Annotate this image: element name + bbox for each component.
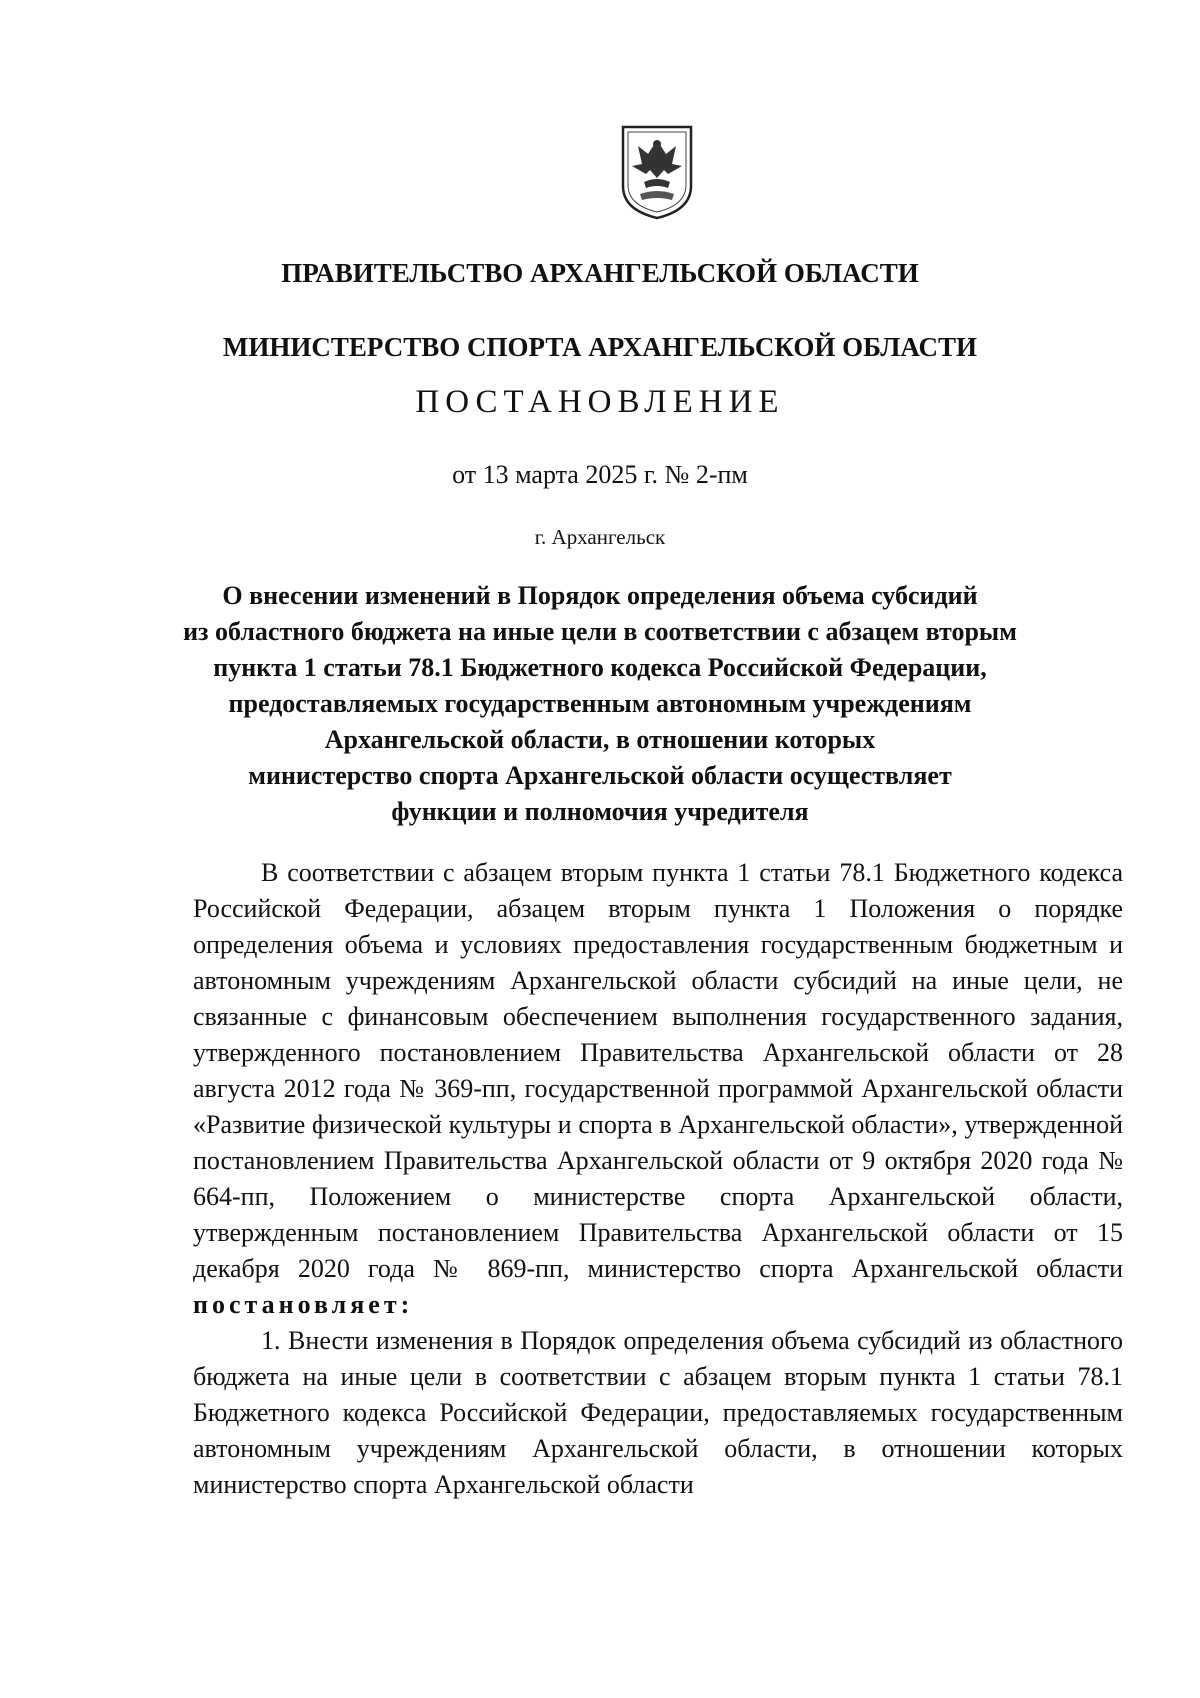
- body-paragraph-preamble: [193, 855, 1123, 1323]
- subject-line: предоставляемых государственным автономным учреждениям: [228, 689, 972, 718]
- document-date-number: от 13 марта 2025 г. № 2-пм: [452, 460, 748, 489]
- document-city: г. Архангельск: [534, 525, 666, 549]
- subject-line: пункта 1 статьи 78.1 Бюджетного кодекса Российской Федерации,: [213, 653, 987, 682]
- document-subject: [0, 578, 1200, 830]
- ministry-heading: МИНИСТЕРСТВО СПОРТА АРХАНГЕЛЬСКОЙ ОБЛАСТИ: [222, 332, 978, 362]
- coat-of-arms-icon: [620, 124, 694, 220]
- document-type-title: ПОСТАНОВЛЕНИЕ: [415, 384, 785, 420]
- government-heading: ПРАВИТЕЛЬСТВО АРХАНГЕЛЬСКОЙ ОБЛАСТИ: [281, 258, 919, 288]
- subject-line: функции и полномочия учредителя: [391, 797, 809, 826]
- preamble-text: В соответствии с абзацем вторым пункта 1 статьи 78.1 Бюджетного кодекса Российской Федерации, абзацем вторым пункта 1 Положения о порядке определения объема и условиях предоставления государственным бюджетным и автономным учреждениям Архангельской области субсидий на иные цели, не связанные с финансовым обеспечением выполнения государственного задания, утвержденного постановлением Правительства Архангельской области от 28 августа 2012 года № 369-пп, государственной программой Архангельской области «Развитие физической культуры и спорта в Архангельской области», утвержденной постановлением Правительства Архангельской области от 9 октября 2020 года № 664-пп, Положением о министерстве спорта Архангельской области, утвержденным постановлением Правительства Архангельской области от 15 декабря 2020 года № 869-пп, министерство спорта Архангельской области: [193, 858, 1123, 1283]
- subject-line: О внесении изменений в Порядок определения объема субсидий: [222, 581, 978, 610]
- subject-line: из областного бюджета на иные цели в соответствии с абзацем вторым: [183, 617, 1017, 646]
- body-paragraph-item-1: 1. Внести изменения в Порядок определения объема субсидий из областного бюджета на иные цели в соответствии с абзацем вторым пункта 1 статьи 78.1 Бюджетного кодекса Российской Федерации, предоставляемых государственным автономным учреждениям Архангельской области, в отношении которых министерство спорта Архангельской области: [193, 1326, 1123, 1499]
- decree-word: постановляет:: [193, 1290, 414, 1319]
- subject-line: Архангельской области, в отношении которых: [324, 725, 876, 754]
- document-body: [193, 855, 1123, 1503]
- subject-line: министерство спорта Архангельской области осуществляет: [248, 761, 952, 790]
